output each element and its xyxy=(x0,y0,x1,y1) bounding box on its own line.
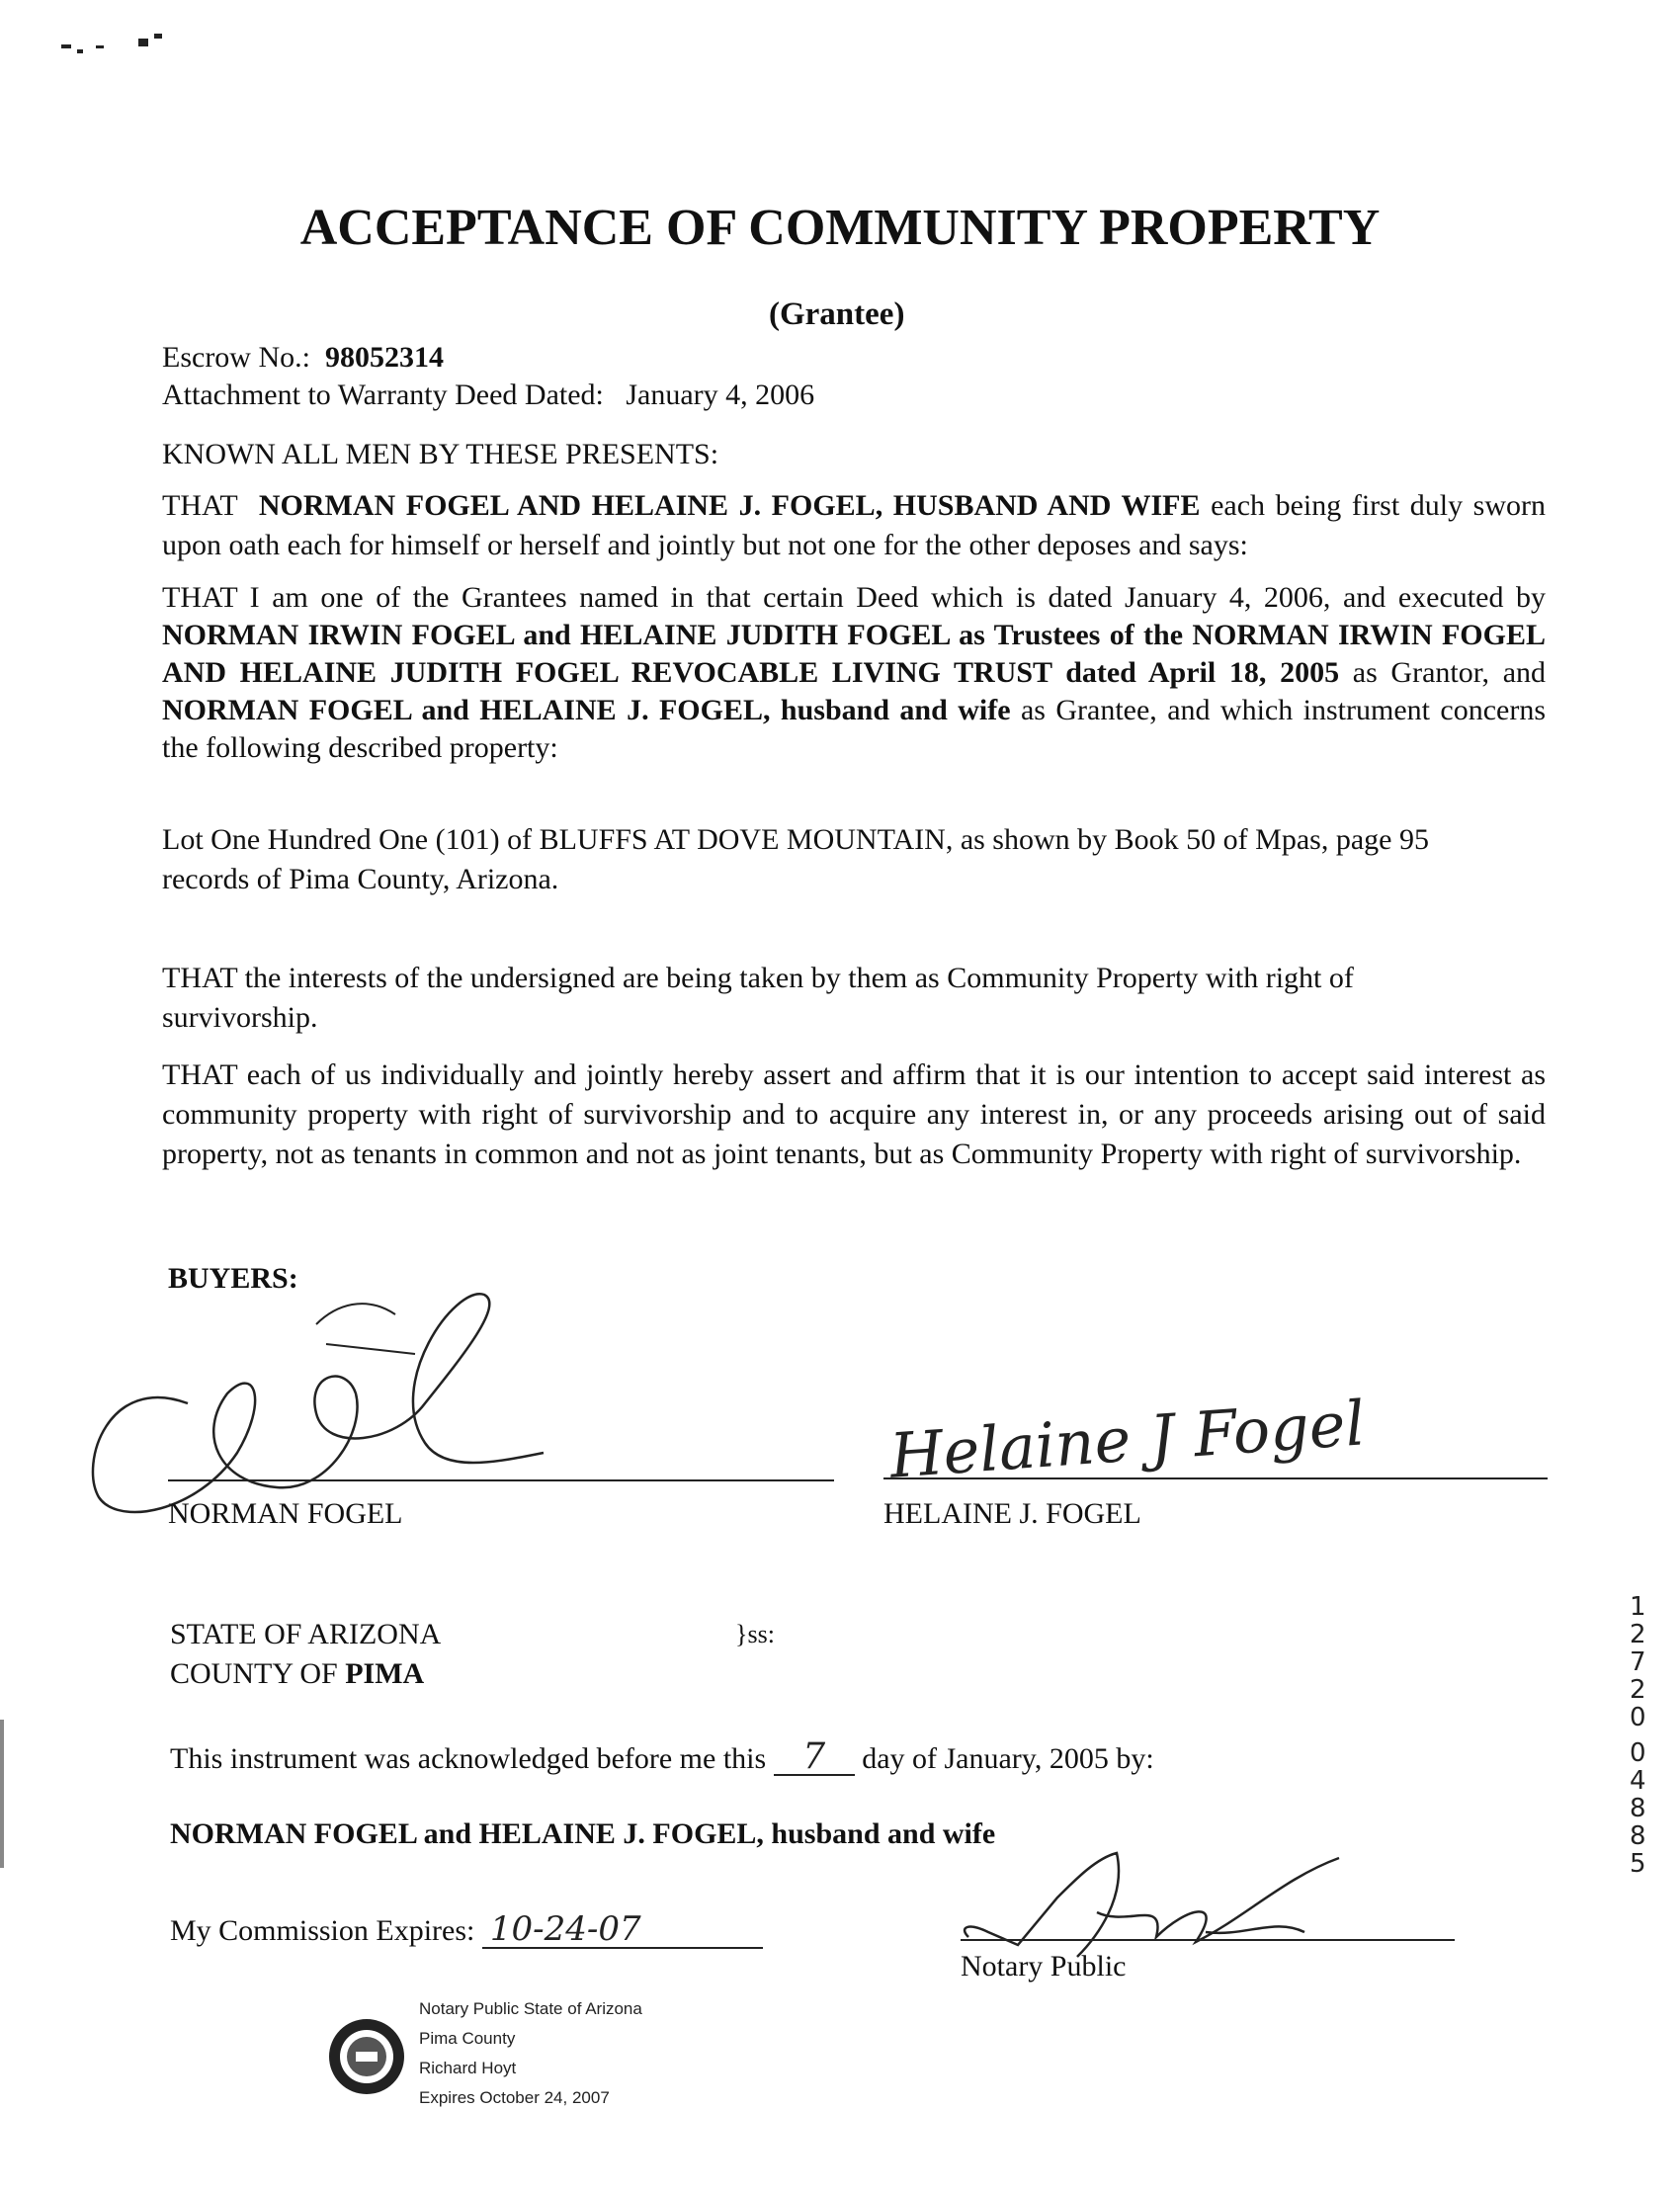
notary-seal xyxy=(326,2016,407,2097)
attachment-date: January 4, 2006 xyxy=(626,379,815,411)
escrow-number: 98052314 xyxy=(324,341,444,374)
stamp-line-3: Richard Hoyt xyxy=(419,2059,517,2077)
scan-artifact xyxy=(138,39,148,46)
property-description: Lot One Hundred One (101) of BLUFFS AT DOVE MOUNTAIN, as shown by Book 50 of Mpas, page 95 records of Pima County, Arizona. xyxy=(162,823,1429,895)
buyer1-name: NORMAN FOGEL xyxy=(168,1497,403,1530)
stamp-line-4: Expires October 24, 2007 xyxy=(419,2088,610,2107)
scan-artifact xyxy=(77,49,83,53)
county-value: PIMA xyxy=(345,1657,425,1690)
state-line: STATE OF ARIZONA xyxy=(170,1618,442,1650)
p2-trustees: NORMAN IRWIN FOGEL and HELAINE JUDITH FOGEL as Trustees of the NORMAN IRWIN FOGEL AND HELAINE JUDITH FOGEL REVOCABLE LIVING TRUST dated April 18, 2005 xyxy=(162,619,1546,689)
known-all-men: KNOWN ALL MEN BY THESE PRESENTS: xyxy=(162,438,719,470)
buyer1-signature-line xyxy=(168,1479,834,1481)
commission-value: 10-24-07 xyxy=(489,1909,641,1949)
p1-rest: each being first duly sworn upon oath each for himself or herself and jointly but not one for the other deposes and says: xyxy=(162,489,1547,561)
acknowledgement-line xyxy=(170,1736,1154,1779)
scan-artifact xyxy=(0,1720,4,1868)
paragraph-1 xyxy=(162,486,1546,565)
notary-signature-line xyxy=(961,1939,1455,1941)
ack-names: NORMAN FOGEL and HELAINE J. FOGEL, husband and wife xyxy=(170,1817,996,1850)
p2-text-2: as Grantor, and xyxy=(1352,656,1547,689)
commission-label: My Commission Expires: xyxy=(170,1914,475,1947)
ack-before: This instrument was acknowledged before me this xyxy=(170,1742,767,1775)
p1-lead: THAT xyxy=(162,489,238,522)
p2-text-3: as Grantee, and which instrument concerns the following described property: xyxy=(162,694,1546,764)
buyer2-signature: Helaine J Fogel xyxy=(887,1387,1368,1492)
paragraph-3: THAT the interests of the undersigned are being taken by them as Community Property with right of survivorship. xyxy=(162,962,1354,1034)
ss-mark: }ss: xyxy=(735,1620,775,1648)
p2-grantees: NORMAN FOGEL and HELAINE J. FOGEL, husband and wife xyxy=(162,694,1011,726)
escrow-label: Escrow No.: xyxy=(162,341,310,374)
p1-names: NORMAN FOGEL AND HELAINE J. FOGEL, HUSBAND AND WIFE xyxy=(258,489,1201,522)
document-subtitle: (Grantee) xyxy=(769,296,905,332)
attachment-label: Attachment to Warranty Deed Dated: xyxy=(162,379,604,411)
commission-line xyxy=(170,1911,763,1951)
document-title: ACCEPTANCE OF COMMUNITY PROPERTY xyxy=(299,200,1381,256)
paragraph-2 xyxy=(162,579,1546,767)
side-reference-1-text: 12720 xyxy=(1630,1592,1646,1732)
p2-text-1: THAT I am one of the Grantees named in that certain Deed which is dated January 4, 2006, and executed by xyxy=(162,581,1546,614)
side-reference-2-text: 04885 xyxy=(1630,1738,1646,1879)
buyer2-name: HELAINE J. FOGEL xyxy=(883,1497,1141,1530)
county-label: COUNTY OF xyxy=(170,1657,338,1690)
county-line xyxy=(170,1654,424,1694)
side-reference-2 xyxy=(1623,1739,1652,1878)
ack-after: day of January, 2005 by: xyxy=(862,1742,1154,1775)
buyers-heading: BUYERS: xyxy=(168,1262,298,1295)
stamp-line-2: Pima County xyxy=(419,2029,516,2048)
scan-artifact xyxy=(61,44,71,48)
side-reference-1 xyxy=(1623,1593,1652,1731)
escrow-line xyxy=(162,338,444,378)
notary-public-label: Notary Public xyxy=(961,1950,1127,1983)
stamp-line-1: Notary Public State of Arizona xyxy=(419,1999,642,2018)
paragraph-4: THAT each of us individually and jointly hereby assert and affirm that it is our intention to accept said interest as community property with right of survivorship and to acquire any interest in, or any proceeds arising out of said property, not as tenants in common and not as joint tenants, but as Community Property with right of survivorship. xyxy=(162,1058,1546,1170)
scan-artifact xyxy=(96,45,104,48)
scan-artifact xyxy=(154,34,162,39)
attachment-line xyxy=(162,376,814,415)
buyer2-signature-line xyxy=(883,1477,1548,1479)
ack-day xyxy=(774,1736,855,1777)
commission-field xyxy=(482,1909,763,1949)
ack-day-value: 7 xyxy=(802,1736,826,1777)
